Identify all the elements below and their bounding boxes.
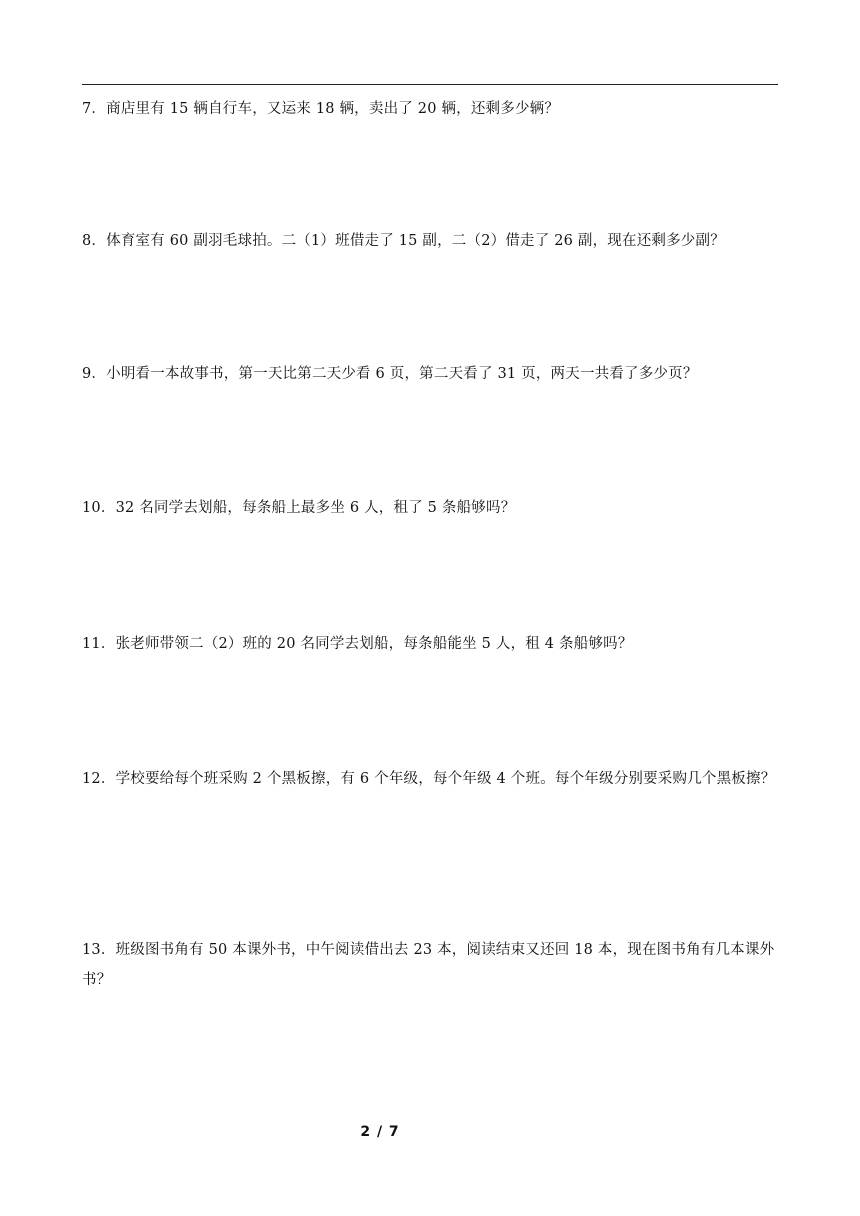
- question-number: 8．: [82, 233, 107, 249]
- header-divider: [82, 84, 778, 85]
- question-8: [82, 226, 782, 256]
- question-number: 7．: [82, 101, 107, 117]
- question-number: 9．: [82, 366, 107, 382]
- page-number: 2 / 7: [360, 1124, 400, 1140]
- question-13: [82, 935, 782, 995]
- question-7: [82, 94, 782, 124]
- question-number: 13．: [82, 942, 116, 958]
- question-text: 学校要给每个班采购 2 个黑板擦，有 6 个年级，每个年级 4 个班。每个年级分别要采购几个黑板擦？: [115, 771, 776, 787]
- question-text: 张老师带领二（2）班的 20 名同学去划船，每条船能坐 5 人，租 4 条船够吗？: [115, 636, 633, 652]
- question-text: 体育室有 60 副羽毛球拍。二（1）班借走了 15 副，二（2）借走了 26 副，现在还剩多少副？: [106, 233, 725, 249]
- question-text: 小明看一本故事书，第一天比第二天少看 6 页，第二天看了 31 页，两天一共看了多少页？: [106, 366, 698, 382]
- question-text: 商店里有 15 辆自行车，又运来 18 辆，卖出了 20 辆，还剩多少辆？: [106, 101, 560, 117]
- question-text: 班级图书角有 50 本课外书，中午阅读借出去 23 本，阅读结束又还回 18 本，现在图书角有几本课外书？: [82, 942, 775, 988]
- question-number: 11．: [82, 636, 116, 652]
- question-text: 32 名同学去划船，每条船上最多坐 6 人，租了 5 条船够吗？: [115, 500, 516, 516]
- question-12: [82, 764, 782, 794]
- question-11: [82, 629, 782, 659]
- question-number: 12．: [82, 771, 116, 787]
- question-number: 10．: [82, 500, 116, 516]
- question-10: [82, 493, 782, 523]
- question-9: [82, 359, 782, 389]
